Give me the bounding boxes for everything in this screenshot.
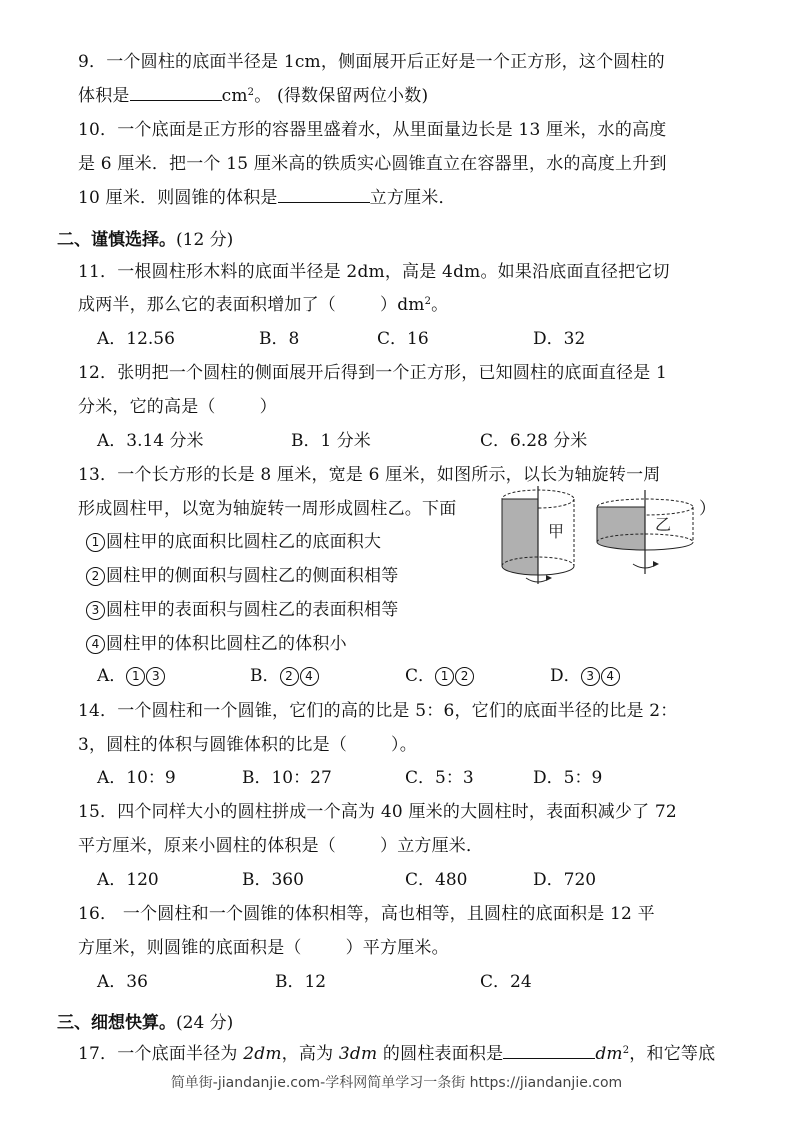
q13-statement-1 <box>86 530 381 554</box>
q13-statement-2 <box>86 564 398 588</box>
circled-number-icon: 4 <box>300 667 319 686</box>
q14-line1: 14．一个圆柱和一个圆锥，它们的高的比是 5：6，它们的底面半径的比是 2： <box>78 701 678 721</box>
q10-line1: 10．一个底面是正方形的容器里盛着水，从里面量边长是 13 厘米，水的高度 <box>78 120 667 140</box>
q13-cylinder-figure <box>490 482 710 587</box>
q12-option-b[interactable]: B．1 分米 <box>291 431 371 451</box>
q17-text-a: 17．一个底面半径为 <box>78 1044 244 1064</box>
q11-text-b: ）dm <box>380 295 425 315</box>
q13-statement-4 <box>86 632 347 656</box>
q17-answer-blank <box>503 1042 595 1059</box>
q12-line1: 12．张明把一个圆柱的侧面展开后得到一个正方形，已知圆柱的底面直径是 1 <box>78 363 668 383</box>
q14-option-b[interactable]: B．10：27 <box>242 768 332 788</box>
circled-number-icon: 2 <box>455 667 474 686</box>
q11-option-a[interactable]: A．12.56 <box>97 329 175 349</box>
q11-text-c: 。 <box>431 295 449 315</box>
q17-height: 3dm <box>338 1044 378 1064</box>
q11-line2 <box>78 293 448 317</box>
q14-option-d[interactable]: D．5：9 <box>533 768 603 788</box>
q15-line1: 15．四个同样大小的圆柱拼成一个高为 40 厘米的大圆柱时，表面积减少了 72 <box>78 802 677 822</box>
q16-text-b: ）平方厘米。 <box>345 938 449 958</box>
q13-option-d-label: D． <box>550 666 581 686</box>
cylinder-jia-label: 甲 <box>548 522 565 541</box>
q13-line2-end: ） <box>699 499 716 519</box>
q13-option-c-label: C． <box>405 666 436 686</box>
cylinder-yi-label: 乙 <box>655 515 672 534</box>
q9-unit-sup: 2 <box>247 87 255 98</box>
q16-option-b[interactable]: B．12 <box>275 972 327 992</box>
q11-option-d[interactable]: D．32 <box>533 329 586 349</box>
circled-number-icon: 3 <box>581 667 600 686</box>
q9-answer-blank <box>130 84 222 101</box>
circled-number-icon: 1 <box>435 667 454 686</box>
q17-text-c: 的圆柱表面积是 <box>377 1044 504 1064</box>
q9-text-b: 。 (得数保留两位小数) <box>254 86 429 106</box>
q9-text-a: 体积是 <box>78 86 130 106</box>
circled-number-icon: 4 <box>86 635 105 654</box>
q15-text-a: 平方厘米，原来小圆柱的体积是（ <box>78 836 336 856</box>
q17-unit: dm <box>595 1044 623 1064</box>
q10-answer-blank <box>278 186 370 203</box>
q15-line2 <box>78 834 483 858</box>
q12-option-a[interactable]: A．3.14 分米 <box>97 431 204 451</box>
circled-number-icon: 1 <box>86 533 105 552</box>
q11-unit-sup: 2 <box>424 296 432 307</box>
q14-text-b: ）。 <box>391 735 417 755</box>
q17-text-d: ，和它等底 <box>629 1044 716 1064</box>
q9-line2 <box>78 84 428 108</box>
q12-line2 <box>78 395 277 419</box>
q9-line1: 9．一个圆柱的底面半径是 1cm，侧面展开后正好是一个正方形，这个圆柱的 <box>78 52 665 72</box>
q13-text-a: 形成圆柱甲，以宽为轴旋转一周形成圆柱乙。下面 <box>78 499 457 519</box>
q13-statement-3 <box>86 598 398 622</box>
q11-option-b[interactable]: B．8 <box>259 329 300 349</box>
q10-text-b: 立方厘米． <box>369 188 456 208</box>
q13-statement-1-text: 圆柱甲的底面积比圆柱乙的底面积大 <box>106 532 382 552</box>
q15-option-d[interactable]: D．720 <box>533 870 597 890</box>
circled-number-icon: 2 <box>280 667 299 686</box>
q16-option-a[interactable]: A．36 <box>97 972 148 992</box>
q14-line2 <box>78 733 417 757</box>
circled-number-icon: 2 <box>86 567 105 586</box>
q17-unit-sup: 2 <box>622 1045 630 1056</box>
footer-watermark: 简单街-jiandanjie.com-学科网简单学习一条街 https://jiandanjie.com <box>170 1075 623 1091</box>
q13-statement-4-text: 圆柱甲的体积比圆柱乙的体积小 <box>106 634 347 654</box>
q16-text-a: 方厘米，则圆锥的底面积是（ <box>78 938 302 958</box>
section-2-heading <box>57 228 233 252</box>
q9-unit: cm <box>221 86 248 106</box>
q11-option-c[interactable]: C．16 <box>377 329 429 349</box>
q15-text-b: ）立方厘米． <box>380 836 484 856</box>
q17-line1 <box>78 1042 715 1066</box>
q16-line2 <box>78 936 449 960</box>
q13-statement-3-text: 圆柱甲的表面积与圆柱乙的表面积相等 <box>106 600 399 620</box>
q13-option-a-label: A． <box>97 666 127 686</box>
q16-option-c[interactable]: C．24 <box>480 972 532 992</box>
section-2-score: (12 分) <box>176 230 234 250</box>
q15-option-a[interactable]: A．120 <box>97 870 159 890</box>
q12-option-c[interactable]: C．6.28 分米 <box>480 431 588 451</box>
circled-number-icon: 3 <box>146 667 165 686</box>
q13-option-b-label: B． <box>250 666 280 686</box>
q16-line1: 16． 一个圆柱和一个圆锥的体积相等，高也相等，且圆柱的底面积是 12 平 <box>78 904 655 924</box>
q10-line3 <box>78 186 456 210</box>
section-3-score: (24 分) <box>176 1013 234 1033</box>
cylinder-jia <box>502 486 574 584</box>
q14-option-a[interactable]: A．10：9 <box>97 768 176 788</box>
q15-option-c[interactable]: C．480 <box>405 870 468 890</box>
q13-option-a[interactable] <box>97 664 166 688</box>
q14-option-c[interactable]: C．5：3 <box>405 768 474 788</box>
q17-text-b: ，高为 <box>281 1044 339 1064</box>
q13-line1: 13．一个长方形的长是 8 厘米，宽是 6 厘米，如图所示，以长为轴旋转一周 <box>78 465 661 485</box>
q10-line2: 是 6 厘米．把一个 15 厘米高的铁质实心圆锥直立在容器里，水的高度上升到 <box>78 154 667 174</box>
q15-option-b[interactable]: B．360 <box>242 870 304 890</box>
circled-number-icon: 3 <box>86 601 105 620</box>
circled-number-icon: 1 <box>126 667 145 686</box>
q12-text-a: 分米，它的高是（ <box>78 397 216 417</box>
q13-line2 <box>78 497 456 521</box>
q13-option-d[interactable] <box>550 664 621 688</box>
q13-option-b[interactable] <box>250 664 320 688</box>
q12-text-b: ） <box>259 397 277 417</box>
q14-text-a: 3，圆柱的体积与圆锥体积的比是（ <box>78 735 348 755</box>
q11-line1: 11．一根圆柱形木料的底面半径是 2dm，高是 4dm。如果沿底面直径把它切 <box>78 262 670 282</box>
section-3-title: 三、细想快算。 <box>57 1013 176 1033</box>
q11-text-a: 成两半，那么它的表面积增加了（ <box>78 295 336 315</box>
circled-number-icon: 4 <box>601 667 620 686</box>
q13-statement-2-text: 圆柱甲的侧面积与圆柱乙的侧面积相等 <box>106 566 399 586</box>
cylinder-yi <box>597 490 693 574</box>
q10-text-a: 10 厘米．则圆锥的体积是 <box>78 188 278 208</box>
section-3-heading <box>57 1011 233 1035</box>
q13-option-c[interactable] <box>405 664 475 688</box>
section-2-title: 二、谨慎选择。 <box>57 230 176 250</box>
q17-radius: 2dm <box>243 1044 282 1064</box>
